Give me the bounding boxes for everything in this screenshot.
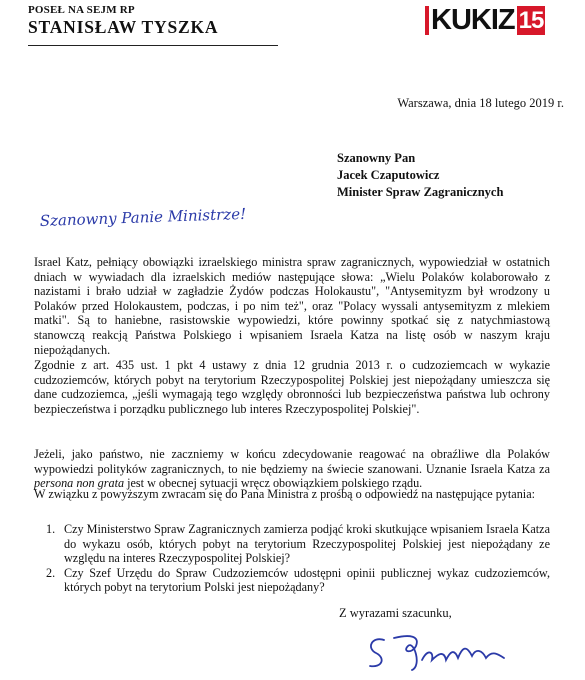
header-divider bbox=[28, 45, 278, 46]
paragraph-1: Israel Katz, pełniący obowiązki izraelskiego ministra spraw zagranicznych, wypowiedział w ostatnich dniach w wywiadach dla izraelskich mediów następujące słowa: „Wielu Polaków kolaborowało z nazistami i brało udział w zagładzie Żydów podczas Holokaustu", "Antysemityzm był wrodzony u Polaków przed Holokaustem, podczas, i po nim też", oraz "Polacy wyssali antysemityzm z mlekiem matki". Są to haniebne, rasistowskie wypowiedzi, które powinny spotkać się z natychmiastową stanowczą reakcją Państwa Polskiego i wpisaniem Israela Katza na listę osób w naszym kraju niepożądanych. bbox=[34, 255, 550, 357]
paragraph-3-emphasis: persona non grata bbox=[34, 476, 125, 491]
recipient-block bbox=[337, 150, 503, 201]
recipient-line-2: Jacek Czaputowicz bbox=[337, 168, 440, 182]
handwritten-signature bbox=[362, 626, 542, 676]
list-item-number: 2. bbox=[46, 565, 56, 580]
logo-number: 15 bbox=[518, 7, 544, 34]
list-item-number: 1. bbox=[46, 522, 56, 536]
list-item-text: Czy Ministerstwo Spraw Zagranicznych zamierza podjąć kroki skutkujące wpisaniem Israela Katza do wykazu osób, których pobyt na terytorium Rzeczypospolitej Polskiej jest niepożądany ze względu na interes Rzeczypospolitej Polskiej? bbox=[64, 522, 550, 566]
list-item-text: Czy Szef Urzędu do Spraw Cudzoziemców udostępni opinii publicznej wykaz cudzoziemców, których pobyt na terytorium Polski jest niepożądany? bbox=[64, 565, 550, 595]
date-line: Warszawa, dnia 18 lutego 2019 r. bbox=[397, 96, 564, 110]
closing-line: Z wyrazami szacunku, bbox=[339, 606, 452, 620]
paragraph-3 bbox=[34, 447, 550, 491]
header-role: POSEŁ NA SEJM RP bbox=[28, 4, 135, 16]
recipient-line-3: Minister Spraw Zagranicznych bbox=[337, 185, 504, 199]
list-item bbox=[34, 522, 550, 566]
paragraph-3-part-b: jest w obecnej sytuacji wręcz obowiązkiem polskiego rządu. bbox=[124, 476, 423, 491]
header-name: STANISŁAW TYSZKA bbox=[28, 17, 219, 37]
questions-list bbox=[34, 522, 550, 595]
paragraph-2: Zgodnie z art. 435 ust. 1 pkt 4 ustawy z dnia 12 grudnia 2013 r. o cudzoziemcach w wykazie cudzoziemców, których pobyt na terytorium Rzeczypospolitej Polskiej jest niepożądany umieszcza się dane cudzoziemca, „jeśli wymagają tego względy obronności lub bezpieczeństwa państwa lub ochrony bezpieczeństwa i porządku publicznego lub interes Rzeczypospolitej Polskiej". bbox=[34, 358, 550, 416]
handwritten-salutation bbox=[38, 204, 308, 238]
logo-text: KUKIZ bbox=[431, 4, 515, 36]
paragraph-4: W związku z powyższym zwracam się do Pana Ministra z prośbą o odpowiedź na następujące pytania: bbox=[34, 487, 535, 501]
recipient-line-1: Szanowny Pan bbox=[337, 151, 416, 165]
kukiz15-logo bbox=[425, 4, 545, 37]
list-item bbox=[34, 566, 550, 595]
paragraph-3-part-a: Jeżeli, jako państwo, nie zaczniemy w końcu zdecydowanie reagować na obraźliwe dla Polaków wypowiedzi polityków zagranicznych, to nie będziemy na świecie szanowani. Uznanie Israela Katza za bbox=[34, 447, 550, 476]
salutation-text: Szanowny Panie Ministrze! bbox=[39, 204, 247, 230]
logo-bar-icon bbox=[425, 6, 429, 35]
